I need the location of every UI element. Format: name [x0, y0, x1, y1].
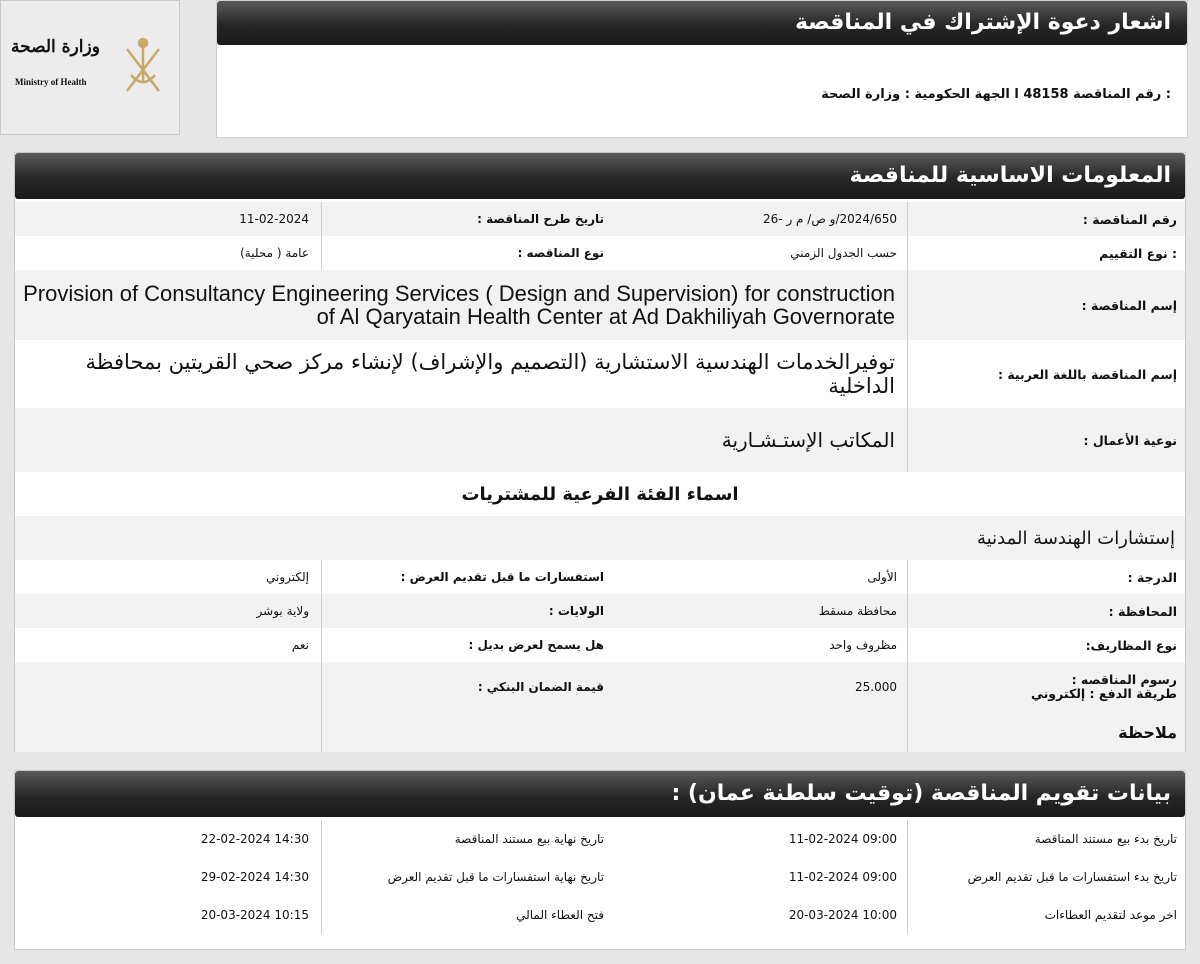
schedule-row: [15, 858, 1185, 896]
info-row-governorate: [15, 594, 1185, 628]
info-row-note: [15, 712, 1185, 752]
schedule-label: فتح العطاء المالي: [321, 896, 614, 934]
logo-english-name: Ministry of Health: [15, 77, 87, 87]
governorate-label: المحافظة :: [907, 594, 1185, 628]
alt-offer-value: نعم: [291, 638, 309, 652]
envelope-type-value: مظروف واحد: [829, 638, 897, 652]
schedule-label: تاريخ بدء بيع مستند المناقصة: [907, 820, 1185, 858]
note-label: ملاحظة: [907, 712, 1185, 752]
schedule-row: [15, 820, 1185, 858]
info-row-grade: [15, 560, 1185, 594]
schedule-value: 14:30 29-02-2024: [200, 870, 309, 884]
alt-offer-label: هل يسمح لعرض بديل :: [321, 628, 614, 662]
info-row-fees: [15, 662, 1185, 712]
wilayat-label: الولايات :: [321, 594, 614, 628]
schedule-value: 09:00 11-02-2024: [788, 832, 897, 846]
subcategory-heading: اسماء الفئة الفرعية للمشتريات: [461, 483, 739, 505]
schedule-value: 09:00 11-02-2024: [788, 870, 897, 884]
note-cell-3: [321, 712, 614, 752]
payment-method-label: طريقة الدفع : إلكتروني: [1030, 686, 1177, 701]
governorate-value: محافظة مسقط: [818, 604, 897, 618]
subcategory-value-row: [15, 516, 1185, 560]
grade-value: الأولى: [867, 570, 897, 584]
schedule-value: 10:15 20-03-2024: [200, 908, 309, 922]
schedule-row: [15, 896, 1185, 934]
tender-type-value: عامة ( محلية): [240, 246, 309, 260]
note-value: [614, 712, 907, 752]
float-date-label: تاريخ طرح المناقصة :: [321, 202, 614, 236]
grade-label: الدرجة :: [907, 560, 1185, 594]
tender-authority-line: : رقم المناقصة 48158 ا الجهة الحكومية : وزارة الصحة: [821, 87, 1171, 102]
bank-guarantee-label: قيمة الضمان البنكي :: [321, 662, 614, 712]
fee-label-block: [907, 662, 1185, 712]
eval-type-value: حسب الجدول الزمني: [790, 246, 897, 260]
bank-guarantee-value: [15, 662, 321, 712]
subcategory-value: إستشارات الهندسة المدنية: [977, 527, 1175, 549]
info-row-name-ar: [15, 340, 1185, 408]
envelope-type-label: نوع المظاريف:: [907, 628, 1185, 662]
inquiry-value: إلكتروني: [266, 570, 309, 584]
schedule-label: تاريخ بدء استفسارات ما قبل تقديم العرض: [907, 858, 1185, 896]
tender-type-label: نوع المناقصه :: [321, 236, 614, 270]
works-type-value: المكاتب الإستـشـارية: [721, 428, 895, 452]
fee-label: رسوم المناقصه :: [1071, 672, 1177, 687]
tender-name-en: Provision of Consultancy Engineering Services ( Design and Supervision) for construction of Al Qaryatain Health Center at Ad Dakhiliyah Governorate: [23, 281, 895, 329]
info-row-tender-no: [15, 202, 1185, 236]
schedule-title: بيانات تقويم المناقصة (توقيت سلطنة عمان) :: [15, 771, 1185, 817]
info-row-envelopes: [15, 628, 1185, 662]
schedule-panel: [14, 770, 1186, 950]
info-row-eval-type: [15, 236, 1185, 270]
announcement-panel: [216, 0, 1188, 138]
tender-name-en-cell: [15, 270, 907, 340]
basic-info-title: المعلومات الاساسية للمناقصة: [15, 153, 1185, 199]
info-row-works: [15, 408, 1185, 472]
inquiry-label: استفسارات ما قبل تقديم العرض :: [321, 560, 614, 594]
tender-name-ar-label: إسم المناقصة باللغة العربية :: [907, 340, 1185, 408]
info-row-name-en: [15, 270, 1185, 340]
announcement-title: اشعار دعوة الإشتراك في المناقصة: [217, 1, 1187, 45]
wilayat-value: ولاية بوشر: [256, 604, 309, 618]
schedule-label: اخر موعد لتقديم العطاءات: [907, 896, 1185, 934]
float-date-value: 11-02-2024: [239, 212, 309, 226]
basic-info-panel: [14, 152, 1186, 752]
tender-name-ar: توفيرالخدمات الهندسية الاستشارية (التصميم والإشراف) لإنشاء مركز صحي القريتين بمحافظة الداخلية: [85, 350, 895, 398]
ministry-logo: [0, 0, 180, 135]
schedule-value: 14:30 22-02-2024: [200, 832, 309, 846]
schedule-label: تاريخ نهاية استفسارات ما قبل تقديم العرض: [321, 858, 614, 896]
works-type-label: نوعية الأعمال :: [907, 408, 1185, 472]
fee-value: 25.000: [855, 680, 897, 694]
tender-no-label: رقم المناقصة :: [907, 202, 1185, 236]
schedule-value: 10:00 20-03-2024: [788, 908, 897, 922]
schedule-label: تاريخ نهاية بيع مستند المناقصة: [321, 820, 614, 858]
crescent-emblem-icon: [97, 19, 177, 119]
tender-name-label: إسم المناقصة :: [907, 270, 1185, 340]
tender-no-value: 2024/650/و ص/ م ر -26: [763, 212, 897, 226]
logo-arabic-name: وزارة الصحة: [11, 37, 100, 57]
subcategory-heading-row: [15, 472, 1185, 516]
eval-type-label: : نوع التقييم: [907, 236, 1185, 270]
